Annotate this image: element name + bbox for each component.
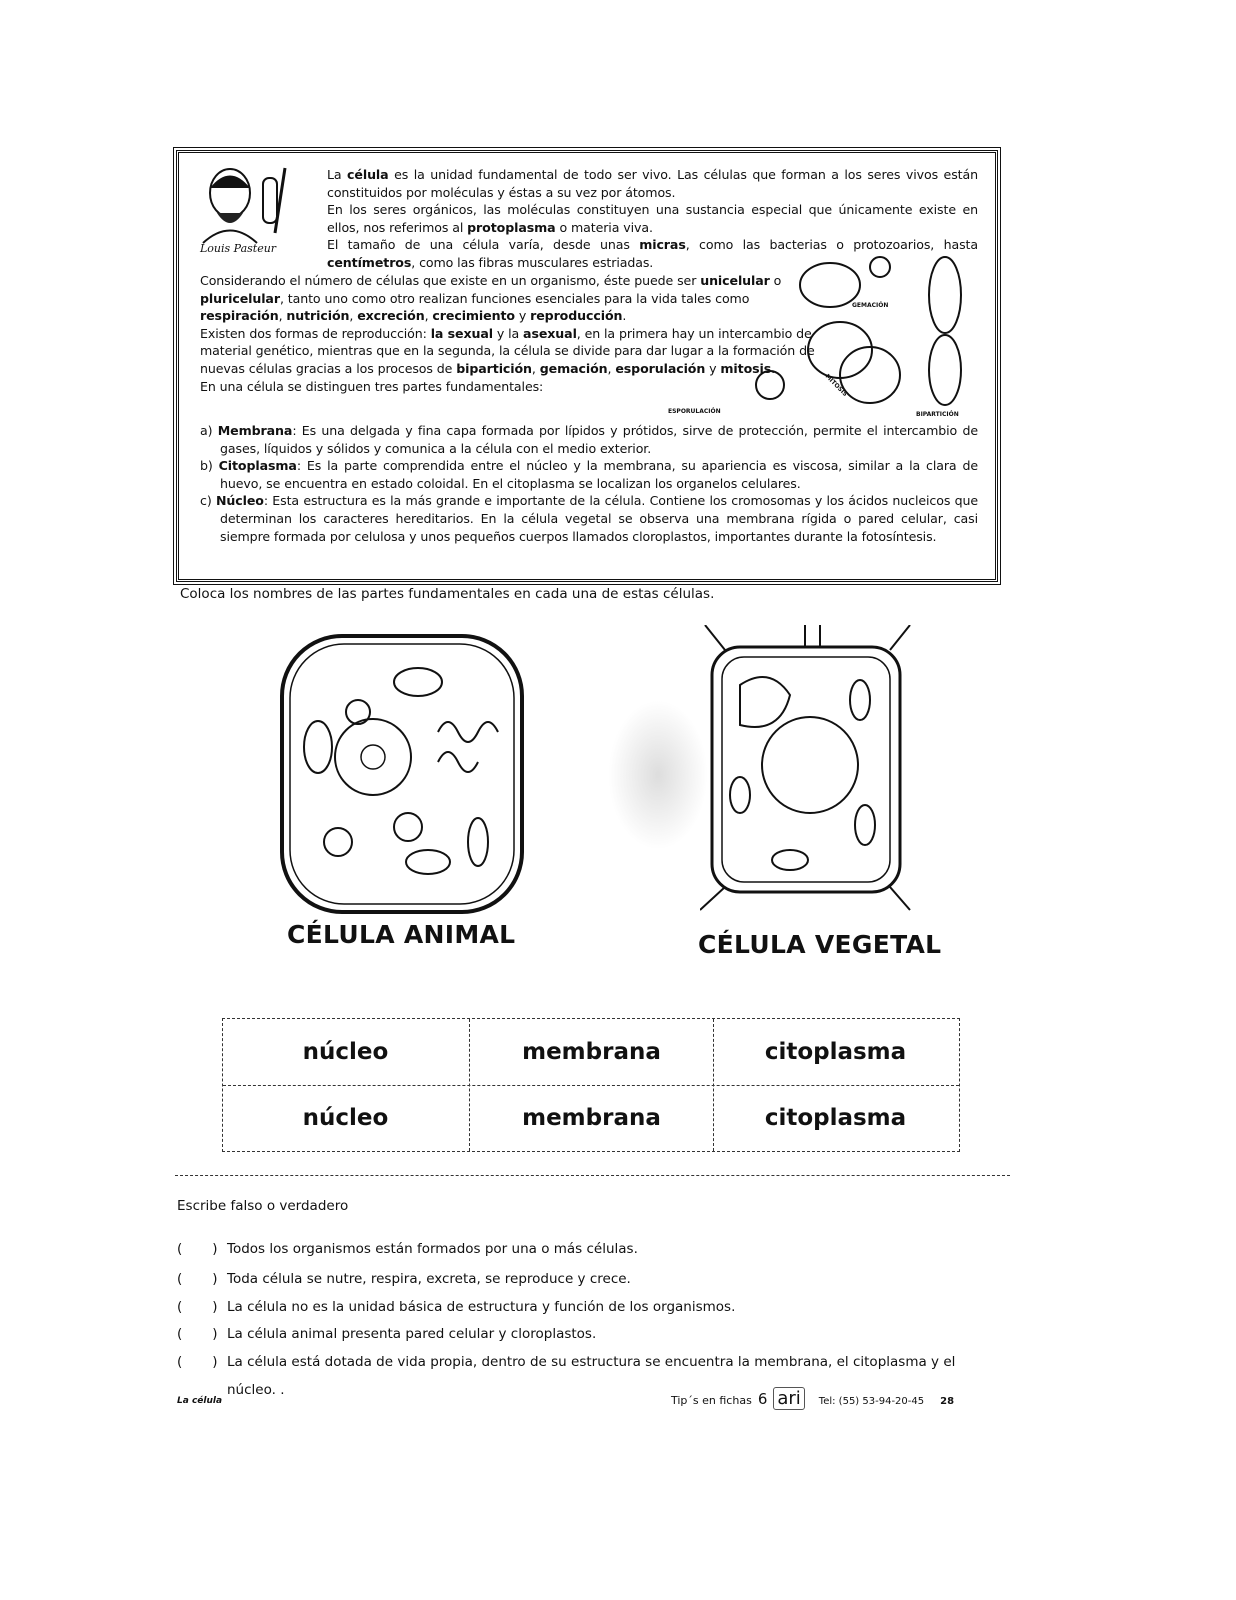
tf-item: [177, 1265, 1007, 1293]
intro-paragraph: [327, 201, 978, 236]
bold-term: bipartición: [456, 360, 532, 376]
text-run: , en la primera hay un intercambio de material genético, mientras que en la segunda, la célula se divide para dar lugar a la formación de nuevas células gracias a los procesos de: [200, 325, 815, 376]
footer-series: Tip´s en fichas: [671, 1394, 752, 1407]
text-run: : Es la parte comprendida entre el núcleo y la membrana, su apariencia es viscosa, similar a la clara de huevo, se encuentra en estado coloidal. En el citoplasma se localizan los organelos celulares.: [220, 458, 978, 491]
part-definition: [200, 457, 978, 492]
part-definition: [200, 422, 978, 457]
text-run: , como las fibras musculares estriadas.: [411, 254, 654, 270]
tf-heading: Escribe falso o verdadero: [177, 1198, 349, 1214]
text-run: b): [200, 458, 219, 474]
bold-term: la sexual: [430, 325, 493, 341]
answer-blank[interactable]: ( ): [177, 1326, 218, 1342]
footer-series-number: 6: [757, 1390, 768, 1408]
text-run: y: [705, 360, 721, 376]
bold-term: Membrana: [217, 423, 293, 438]
parts-text: [200, 422, 978, 545]
text-run: ,: [607, 360, 616, 376]
divider: [175, 1175, 1010, 1176]
text-run: : Es una delgada y fina capa formada por lípidos y prótidos, sirve de protección, permite el intercambio de gases, líquidos y sólidos y comunica a la célula con el medio exterior.: [220, 423, 978, 456]
answer-blank[interactable]: ( ): [177, 1241, 218, 1257]
tf-item: [177, 1235, 1007, 1263]
scan-smudge: [608, 700, 708, 850]
bold-term: respiración: [200, 308, 279, 324]
text-run: , como las bacterias o protozoarios, hasta: [685, 237, 978, 253]
ari-logo: ari: [773, 1387, 804, 1410]
tf-statement: La célula animal presenta pared celular y cloroplastos.: [227, 1326, 597, 1342]
label-membrana[interactable]: membrana: [522, 1039, 661, 1065]
text-run: o: [769, 273, 782, 288]
plant-cell-title: CÉLULA VEGETAL: [698, 930, 942, 959]
body-text: [200, 272, 820, 395]
text-run: .: [771, 360, 776, 376]
text-run: es la unidad fundamental de todo ser vivo. Las células que forman a los seres vivos están constituidos por moléculas y éstas a su vez por átomos.: [327, 167, 978, 200]
text-run: La: [327, 167, 348, 182]
animal-cell-title: CÉLULA ANIMAL: [287, 920, 516, 949]
text-run: ,: [424, 308, 433, 324]
label-citoplasma[interactable]: citoplasma: [764, 1039, 907, 1065]
tf-item: [177, 1320, 1007, 1348]
tf-statement: La célula no es la unidad básica de estructura y función de los organismos.: [227, 1299, 736, 1315]
text-run: El tamaño de una célula varía, desde unas: [327, 237, 640, 253]
footer-topic: La célula: [177, 1396, 223, 1406]
body-paragraph: [200, 272, 820, 325]
gemacion-label: GEMACIÓN: [852, 302, 889, 309]
body-paragraph: [200, 325, 820, 378]
mitosis-label: MITOSIS: [823, 373, 849, 398]
tf-item: [177, 1293, 1007, 1321]
bold-term: crecimiento: [432, 308, 515, 324]
text-run: y la: [492, 325, 524, 341]
text-run: Existen dos formas de reproducción:: [200, 325, 431, 341]
body-paragraph: [200, 378, 820, 396]
text-run: ,: [531, 360, 540, 376]
bold-term: esporulación: [615, 360, 706, 376]
bold-term: pluricelular: [200, 290, 280, 306]
answer-blank[interactable]: ( ): [177, 1299, 218, 1315]
text-run: .: [622, 308, 627, 324]
bold-term: Citoplasma: [218, 458, 297, 474]
bold-term: mitosis: [720, 360, 772, 376]
esporulacion-label: ESPORULACIÓN: [668, 408, 721, 415]
tf-statement: Toda célula se nutre, respira, excreta, se reproduce y crece.: [227, 1271, 631, 1287]
text-run: c): [200, 493, 216, 509]
tf-statement: La célula está dotada de vida propia, dentro de su estructura se encuentra la membrana, el citoplasma y el núcleo. .: [227, 1354, 956, 1398]
text-run: ,: [349, 308, 358, 324]
text-run: : Esta estructura es la más grande e importante de la célula. Contiene los cromosomas y los ácidos nucleicos que determinan los caracteres hereditarios. En la célula vegetal se observa una membrana rígida o pared celular, casi siempre formada por celulosa y unos pequeños cuerpos llamados cloroplastos, importantes durante la fotosíntesis.: [220, 493, 978, 544]
animal-cell-drawing: [278, 632, 528, 922]
text-run: y: [514, 308, 531, 324]
bold-term: reproducción: [530, 308, 623, 324]
bold-term: nutrición: [286, 308, 350, 324]
text-run: a): [200, 423, 218, 438]
label-nucleo[interactable]: núcleo: [302, 1039, 389, 1065]
bold-term: asexual: [523, 325, 577, 341]
plant-cell-drawing: [700, 625, 915, 920]
bold-term: Núcleo: [215, 493, 264, 509]
instruction: Coloca los nombres de las partes fundamentales en cada una de estas células.: [180, 586, 715, 602]
bold-term: centímetros: [327, 254, 412, 270]
part-definition: [200, 492, 978, 545]
reproduction-illustration: [740, 255, 980, 420]
label-citoplasma[interactable]: citoplasma: [764, 1105, 907, 1131]
text-run: , tanto uno como otro realizan funciones esenciales para la vida tales como: [279, 290, 750, 306]
label-nucleo[interactable]: núcleo: [302, 1105, 389, 1131]
bold-term: protoplasma: [467, 219, 556, 235]
page-number: 28: [940, 1396, 955, 1407]
footer-publisher: [671, 1387, 954, 1410]
tf-statement: Todos los organismos están formados por una o más células.: [227, 1241, 638, 1257]
text-run: ,: [278, 308, 287, 324]
label-membrana[interactable]: membrana: [522, 1105, 661, 1131]
labels-table: [222, 1018, 960, 1152]
bold-term: micras: [639, 237, 686, 253]
footer-phone: Tel: (55) 53-94-20-45: [818, 1396, 925, 1407]
text-run: En una célula se distinguen tres partes fundamentales:: [200, 378, 544, 394]
text-run: o materia viva.: [555, 219, 653, 235]
text-run: En los seres orgánicos, las moléculas constituyen una sustancia especial que únicamente existe en ellos, nos referimos al: [327, 202, 978, 235]
bold-term: célula: [347, 167, 389, 182]
bold-term: gemación: [539, 360, 608, 376]
text-run: Considerando el número de células que existe en un organismo, éste puede ser: [200, 273, 701, 288]
answer-blank[interactable]: ( ): [177, 1354, 218, 1370]
answer-blank[interactable]: ( ): [177, 1271, 218, 1287]
intro-paragraph: [327, 166, 978, 201]
bold-term: unicelular: [700, 273, 770, 288]
bold-term: excreción: [357, 308, 425, 324]
portrait-caption: Louis Pasteur: [200, 242, 277, 255]
biparticion-label: BIPARTICIÓN: [916, 411, 959, 418]
